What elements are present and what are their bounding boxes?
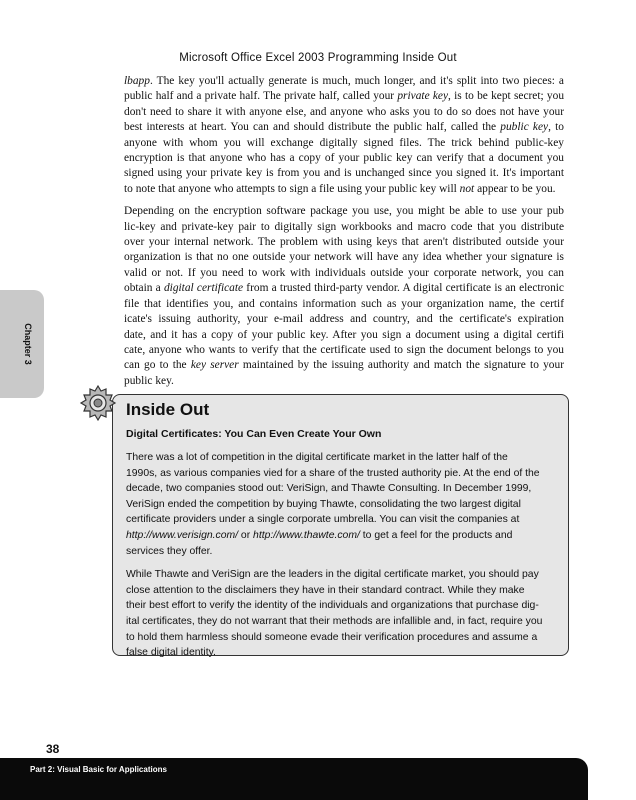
text-line — [124, 204, 564, 219]
text-run: certificate providers under a single corporate umbrella. You can visit the companies at — [126, 514, 520, 526]
paragraph-2 — [124, 204, 564, 389]
text-line — [124, 136, 564, 151]
text-run: over your internal network. The problem with using keys that aren't distributed outside your — [124, 236, 564, 249]
text-line: While Thawte and VeriSign are the leaders in the digital certificate market, you should pay — [126, 569, 539, 581]
text-run: to get a feel for the products and — [359, 529, 513, 541]
text-run: file that identifies you, and contains information such as your organization name, the certif — [124, 297, 564, 310]
inside-out-title: Inside Out — [126, 400, 210, 419]
text-run: VeriSign ended the competition by buying Thawte, consolidating the two largest digital — [126, 498, 521, 510]
text-run: decade, two companies stood out: VeriSign, and Thawte Consulting. In December 1999, — [126, 483, 532, 495]
text-run: don't need to share it with anyone else, and anyone who asks you to do so does not have your — [124, 105, 564, 118]
text-line — [124, 89, 564, 104]
text-run: icate's issuing authority, your e-mail address and country, and the certificate's expiration — [124, 313, 564, 326]
italic-term: private key — [397, 90, 449, 103]
gear-icon — [78, 383, 118, 423]
text-run: date, and it has a copy of your public key. After you sign a document using a digital certifi — [124, 328, 564, 341]
text-line — [124, 166, 564, 181]
text-run: from a trusted third-party vendor. A digital certificate is an electronic — [243, 282, 564, 295]
chapter-label: Chapter 3 — [23, 323, 33, 365]
text-run: Depending on the encryption software package you use, you might be able to use your pub — [124, 205, 564, 218]
inside-out-paragraph-2 — [126, 567, 550, 661]
text-run: best interests at heart. You can and should distribute the public half, called the — [124, 121, 501, 134]
text-line — [124, 250, 564, 265]
italic-term: digital certificate — [163, 282, 244, 295]
text-line: false digital identity. — [126, 647, 216, 659]
text-run: anyone with whom you will exchange digitally signed files. The trick behind public-key — [124, 136, 564, 149]
italic-term: public key — [500, 121, 549, 134]
text-run: , to — [548, 121, 564, 134]
chapter-tab — [0, 290, 44, 398]
body-text — [124, 74, 564, 396]
text-run: cate, anyone who wants to verify that the certificate used to sign the document belongs to you — [124, 343, 564, 356]
text-line — [124, 235, 564, 250]
text-line — [124, 374, 564, 389]
inside-out-text — [126, 450, 550, 669]
text-line — [126, 466, 550, 482]
text-run: signed using your private key is from you and is unchanged since you signed it. It's important — [124, 167, 564, 180]
text-run: or — [238, 529, 254, 541]
part-label: Part 2: Visual Basic for Applications — [30, 765, 167, 774]
text-line — [124, 312, 564, 327]
text-run: valid or not. If you need to work with individuals outside your corporate network, you can — [124, 266, 564, 279]
text-run: , is to be kept secret; you — [448, 90, 565, 103]
italic-term: lbapp — [124, 75, 150, 87]
text-line: to hold them harmless should someone evade their verification procedures and assume a — [126, 631, 538, 643]
italic-term: not — [459, 182, 475, 195]
text-run: encryption is that anyone who has a copy of your public key can verify that a document you — [124, 152, 564, 165]
text-line — [124, 343, 564, 358]
url-link[interactable]: http://www.thawte.com/ — [253, 529, 360, 541]
text-line — [124, 151, 564, 166]
text-line: ital certificates, they do not warrant that their methods are infallible and, in fact, require you — [126, 615, 543, 627]
text-line — [126, 512, 550, 528]
text-run: public key. — [124, 374, 174, 387]
paragraph-1 — [124, 74, 564, 197]
text-line — [124, 220, 564, 235]
text-line — [124, 120, 564, 135]
text-run: There was a lot of competition in the digital certificate market in the latter half of the — [126, 452, 508, 463]
text-line — [124, 281, 564, 296]
text-line — [124, 266, 564, 281]
text-line — [126, 450, 550, 466]
running-header: Microsoft Office Excel 2003 Programming Inside Out — [179, 52, 457, 64]
text-line — [124, 74, 564, 89]
text-line — [124, 182, 564, 197]
text-run: lic-key and private-key pair to digitally sign workbooks and macro code that you distribute — [124, 220, 564, 233]
text-run: obtain a — [124, 282, 164, 295]
text-line: close attention to the disclaimers they have in their standard contract. While they make — [126, 584, 525, 596]
text-line — [124, 328, 564, 343]
text-line — [126, 481, 550, 497]
text-line: their best effort to verify the identity of the individuals and organizations that purchase dig- — [126, 600, 539, 612]
text-run: organization is that no one outside your network will have any idea whether your signature is — [124, 251, 564, 264]
inside-out-paragraph-1 — [126, 450, 550, 559]
text-run: 1990s, as various companies vied for a share of the trusted authority pie. At the end of the — [126, 467, 540, 479]
text-run: to note that anyone who attempts to sign a file using your public key will — [124, 182, 460, 195]
text-run: . The key you'll actually generate is much, much longer, and it's split into two pieces: a — [149, 75, 564, 87]
page-number: 38 — [46, 742, 60, 756]
inside-out-subtitle: Digital Certificates: You Can Even Create Your Own — [126, 428, 382, 440]
text-run: maintained by the issuing authority and match the signature to your — [238, 359, 564, 372]
text-run: appear to be you. — [474, 182, 556, 195]
text-line — [124, 297, 564, 312]
text-run: services they offer. — [126, 545, 213, 557]
text-run: can go to the — [124, 359, 191, 372]
url-link[interactable]: http://www.verisign.com/ — [126, 529, 239, 541]
text-line — [126, 497, 550, 513]
text-line — [126, 544, 550, 560]
text-run: public half and a private half. The private half, called your — [124, 90, 398, 103]
text-line — [124, 105, 564, 120]
text-line — [126, 528, 550, 544]
italic-term: key server — [190, 359, 239, 372]
text-line — [124, 358, 564, 373]
